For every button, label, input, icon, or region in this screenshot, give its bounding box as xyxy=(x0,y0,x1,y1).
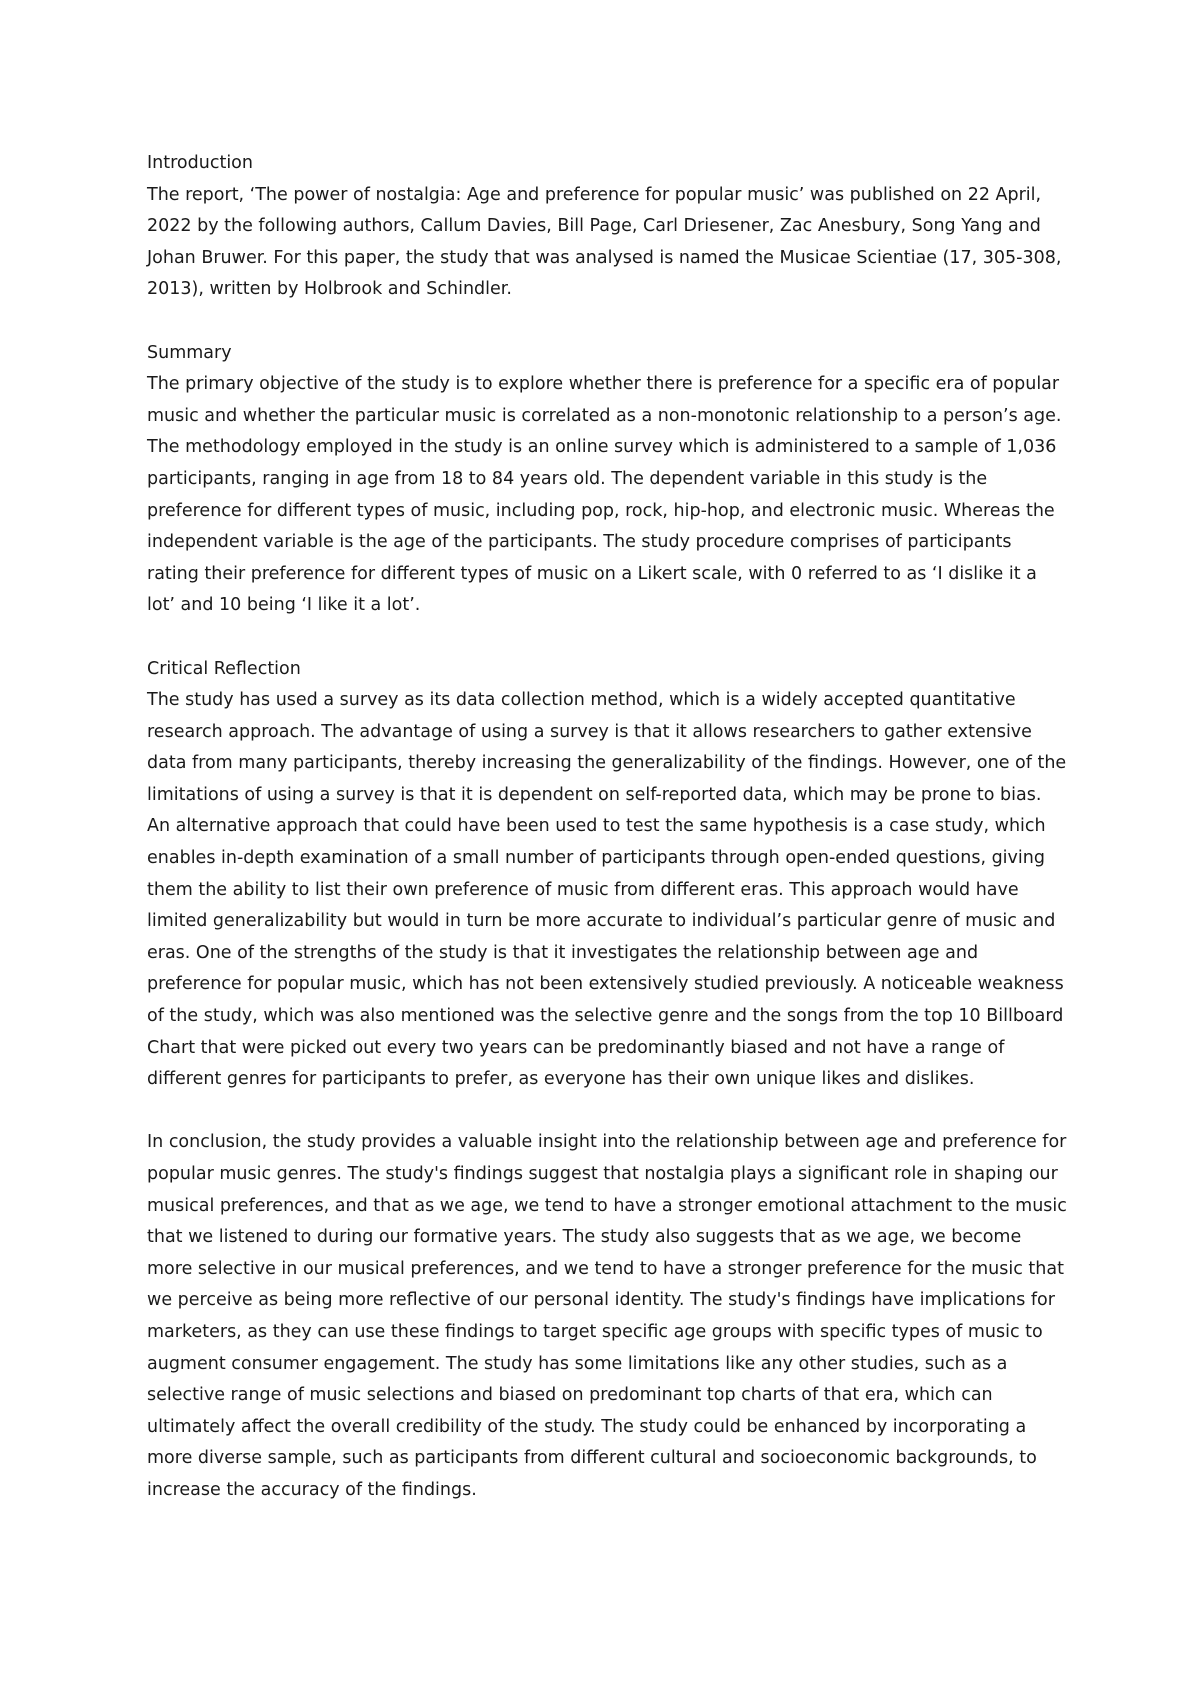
section-paragraph-critical-reflection: The study has used a survey as its data collection method, which is a widely accepted quantitative research approach. The advantage of using a survey is that it allows researchers to gather extensive data from many participants, thereby increasing the generalizability of the findings. However, one of the limitations of using a survey is that it is dependent on self-reported data, which may be prone to bias. An alternative approach that could have been used to test the same hypothesis is a case study, which enables in-depth examination of a small number of participants through open-ended questions, giving them the ability to list their own preference of music from different eras. This approach would have limited generalizability but would in turn be more accurate to individual’s particular genre of music and eras. One of the strengths of the study is that it investigates the relationship between age and preference for popular music, which has not been extensively studied previously. A noticeable weakness of the study, which was also mentioned was the selective genre and the songs from the top 10 Billboard Chart that were picked out every two years can be predominantly biased and not have a range of different genres for participants to prefer, as everyone has their own unique likes and dislikes. xyxy=(147,690,1067,1090)
section-conclusion xyxy=(147,1127,1067,1506)
section-critical-reflection xyxy=(147,654,1067,1096)
section-heading-introduction: Introduction xyxy=(147,153,253,173)
section-heading-critical-reflection: Critical Reflection xyxy=(147,658,301,679)
section-paragraph-summary: The primary objective of the study is to explore whether there is preference for a specific era of popular music and whether the particular music is correlated as a non-monotonic relationship to a person’s age. The methodology employed in the study is an online survey which is administered to a sample of 1,036 participants, ranging in age from 18 to 84 years old. The dependent variable in this study is the preference for different types of music, including pop, rock, hip-hop, and electronic music. Whereas the independent variable is the age of the participants. The study procedure comprises of participants rating their preference for different types of music on a Likert scale, with 0 referred to as ‘I dislike it a lot’ and 10 being ‘I like it a lot’. xyxy=(147,374,1062,616)
section-paragraph-conclusion: In conclusion, the study provides a valuable insight into the relationship between age and preference for popular music genres. The study's findings suggest that nostalgia plays a significant role in shaping our musical preferences, and that as we age, we tend to have a stronger emotional attachment to the music that we listened to during our formative years. The study also suggests that as we age, we become more selective in our musical preferences, and we tend to have a stronger preference for the music that we perceive as being more reflective of our personal identity. The study's findings have implications for marketers, as they can use these findings to target specific age groups with specific types of music to augment consumer engagement. The study has some limitations like any other studies, such as a selective range of music selections and biased on predominant top charts of that era, which can ultimately affect the overall credibility of the study. The study could be enhanced by incorporating a more diverse sample, such as participants from different cultural and socioeconomic backgrounds, to increase the accuracy of the findings. xyxy=(147,1132,1067,1500)
section-paragraph-introduction: The report, ‘The power of nostalgia: Age and preference for popular music’ was published on 22 April, 2022 by the following authors, Callum Davies, Bill Page, Carl Driesener, Zac Anesbury, Song Yang and Johan Bruwer. For this paper, the study that was analysed is named the Musicae Scientiae (17, 305-308, 2013), written by Holbrook and Schindler. xyxy=(147,184,1062,300)
section-summary xyxy=(147,338,1067,622)
document-body xyxy=(147,148,1067,1538)
section-introduction xyxy=(147,148,1067,306)
section-heading-summary: Summary xyxy=(147,342,232,363)
